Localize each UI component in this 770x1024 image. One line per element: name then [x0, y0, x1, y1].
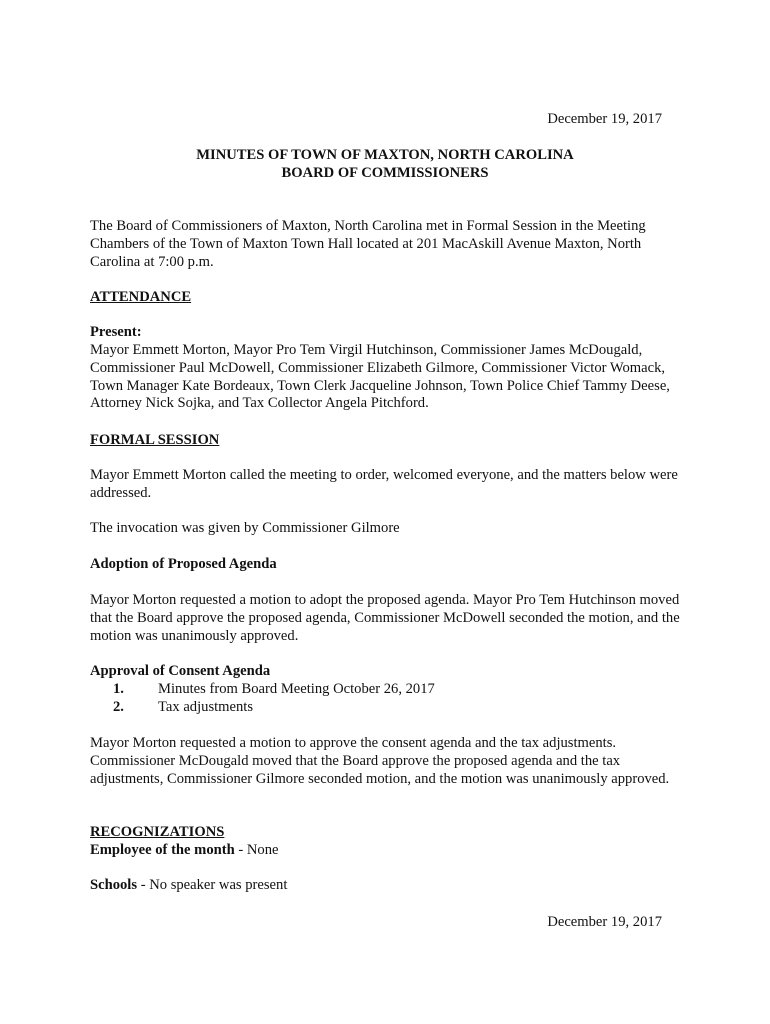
recognitions-heading: RECOGNIZATIONS — [90, 824, 225, 840]
schools-line — [90, 877, 680, 895]
employee-of-month-line — [90, 842, 680, 860]
attendance-heading: ATTENDANCE — [90, 289, 192, 305]
consent-heading: Approval of Consent Agenda — [90, 663, 271, 679]
formal-session-heading: FORMAL SESSION — [90, 432, 220, 448]
agenda-heading: Adoption of Proposed Agenda — [90, 556, 277, 572]
employee-label: Employee of the month — [90, 842, 235, 858]
schools-value: - No speaker was present — [137, 877, 288, 893]
intro-paragraph: The Board of Commissioners of Maxton, North Carolina met in Formal Session in the Meeting Chambers of the Town of Maxton Town Hall located at 201 MacAskill Avenue Maxton, North Carolina at 7:00 p.m. — [90, 218, 646, 270]
list-item-text: Minutes from Board Meeting October 26, 2017 — [158, 681, 435, 697]
header-date: December 19, 2017 — [547, 111, 662, 127]
list-item-number: 2. — [113, 699, 124, 715]
employee-value: - None — [234, 842, 279, 858]
invocation-paragraph: The invocation was given by Commissioner Gilmore — [90, 520, 400, 536]
list-item-text: Tax adjustments — [158, 699, 254, 715]
present-paragraph: Mayor Emmett Morton, Mayor Pro Tem Virgil Hutchinson, Commissioner James McDougald, Commissioner Paul McDowell, Commissioner Elizabeth Gilmore, Commissioner Victor Womack, Town Manager Kate Bordeaux, Town Clerk Jacqueline Johnson, Town Police Chief Tammy Deese, Attorney Nick Sojka, and Tax Collector Angela Pitchford. — [90, 342, 670, 412]
present-label: Present: — [90, 324, 142, 340]
consent-paragraph: Mayor Morton requested a motion to approve the consent agenda and the tax adjustments. Commissioner McDougald moved that the Board approve the proposed agenda and the tax adjustments, Commissioner Gilmore seconded motion, and the motion was unanimously approved. — [90, 735, 670, 787]
footer-date: December 19, 2017 — [547, 914, 662, 930]
schools-label: Schools — [90, 877, 138, 893]
agenda-paragraph: Mayor Morton requested a motion to adopt the proposed agenda. Mayor Pro Tem Hutchinson moved that the Board approve the proposed agenda, Commissioner McDowell seconded the motion, and the motion was unanimously approved. — [90, 592, 680, 644]
list-item-number: 1. — [113, 681, 124, 697]
opening-paragraph: Mayor Emmett Morton called the meeting to order, welcomed everyone, and the matters below were addressed. — [90, 467, 678, 501]
title-line-2: BOARD OF COMMISSIONERS — [281, 165, 489, 181]
title-line-1: MINUTES OF TOWN OF MAXTON, NORTH CAROLINA — [196, 147, 574, 163]
